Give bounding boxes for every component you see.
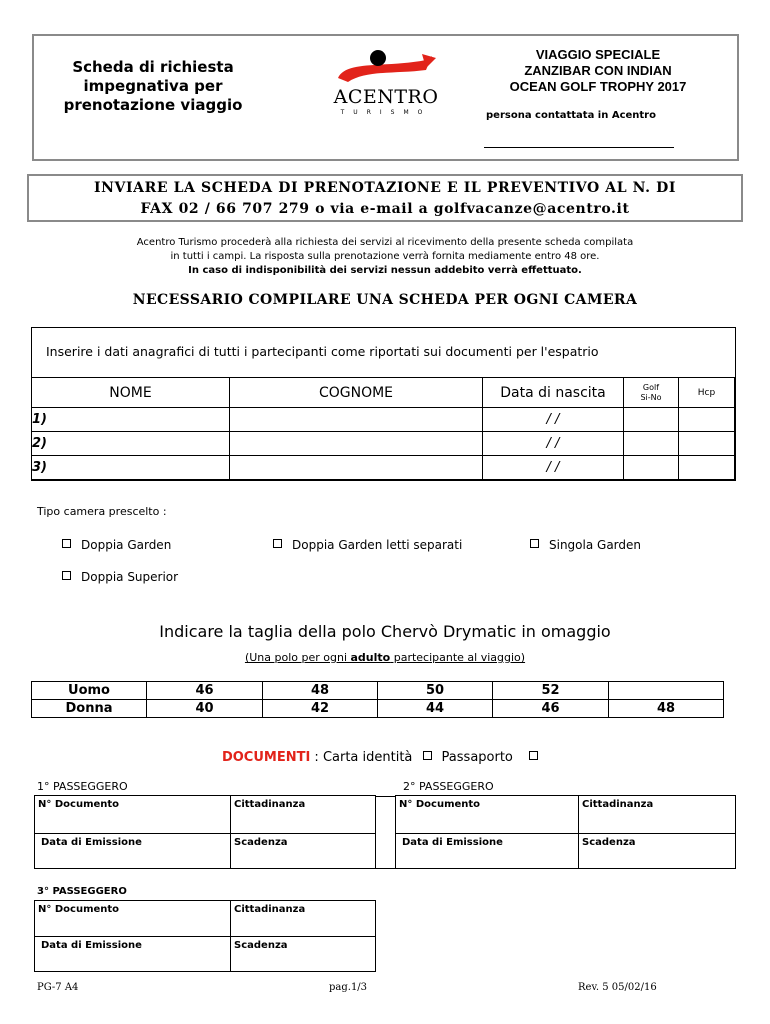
note-line: Acentro Turismo procederà alla richiesta dei servizi al ricevimento della presente scheda compilata bbox=[136, 237, 634, 248]
polo-subtitle-bold: adulto bbox=[350, 651, 391, 664]
participants-table bbox=[31, 377, 735, 480]
birth-date-cell[interactable]: / / bbox=[483, 432, 624, 456]
polo-size-table bbox=[31, 681, 724, 718]
room-option-label: Doppia Superior bbox=[81, 570, 179, 584]
contact-person-field[interactable] bbox=[484, 147, 674, 148]
header-golf-line: Si-No bbox=[640, 392, 662, 402]
processing-note bbox=[40, 236, 730, 278]
table-row bbox=[32, 700, 724, 718]
citizenship-field[interactable]: Cittadinanza bbox=[231, 796, 376, 834]
passenger-3-title: 3° PASSEGGERO bbox=[37, 886, 127, 897]
size-option[interactable]: 46 bbox=[147, 682, 263, 700]
trip-title-line: ZANZIBAR CON INDIAN bbox=[524, 63, 672, 78]
cognome-cell[interactable] bbox=[230, 408, 483, 432]
expiry-field[interactable]: Scadenza bbox=[231, 937, 376, 972]
passenger-gap bbox=[375, 796, 395, 869]
document-number-field[interactable]: N° Documento bbox=[35, 901, 231, 937]
size-option[interactable]: 46 bbox=[493, 700, 609, 718]
size-option[interactable]: 44 bbox=[378, 700, 493, 718]
expiry-field[interactable]: Scadenza bbox=[231, 834, 376, 869]
document-number-field[interactable]: N° Documento bbox=[396, 796, 579, 834]
header-cognome: COGNOME bbox=[230, 378, 483, 408]
room-option-singola-garden[interactable] bbox=[530, 538, 641, 552]
size-row-label: Uomo bbox=[32, 682, 147, 700]
passenger-1-table bbox=[34, 795, 376, 869]
form-title bbox=[46, 58, 260, 115]
citizenship-field[interactable]: Cittadinanza bbox=[231, 901, 376, 937]
note-line-bold: In caso di indisponibilità dei servizi nessun addebito verrà effettuato. bbox=[188, 265, 582, 276]
fax-instruction-box bbox=[27, 174, 743, 222]
citizenship-field[interactable]: Cittadinanza bbox=[579, 796, 736, 834]
polo-subtitle-text: partecipante al viaggio) bbox=[390, 651, 526, 664]
room-option-label: Singola Garden bbox=[549, 538, 641, 552]
footer-revision: Rev. 5 05/02/16 bbox=[578, 982, 657, 993]
checkbox-icon[interactable] bbox=[62, 539, 71, 548]
table-row bbox=[32, 682, 724, 700]
header-hcp: Hcp bbox=[679, 378, 735, 408]
issue-date-field[interactable]: Data di Emissione bbox=[396, 834, 579, 869]
size-option[interactable]: 50 bbox=[378, 682, 493, 700]
passenger-3-table bbox=[34, 900, 376, 972]
polo-subtitle-text: (Una polo per ogni bbox=[244, 651, 351, 664]
form-title-line: prenotazione viaggio bbox=[63, 96, 243, 114]
hcp-cell[interactable] bbox=[679, 456, 735, 480]
participants-instruction: Inserire i dati anagrafici di tutti i partecipanti come riportati sui documenti per l'espatrio bbox=[46, 344, 599, 359]
table-row bbox=[32, 456, 735, 480]
table-header-row bbox=[32, 378, 735, 408]
form-title-line: impegnativa per bbox=[83, 77, 223, 95]
room-option-doppia-garden-separati[interactable] bbox=[273, 538, 462, 552]
passaporto-label: Passaporto bbox=[441, 750, 513, 765]
cognome-cell[interactable] bbox=[230, 432, 483, 456]
passenger-2-table bbox=[395, 795, 736, 869]
expiry-field[interactable]: Scadenza bbox=[579, 834, 736, 869]
room-option-label: Doppia Garden bbox=[81, 538, 172, 552]
birth-date-cell[interactable]: / / bbox=[483, 456, 624, 480]
checkbox-icon[interactable] bbox=[529, 751, 538, 760]
row-number: 1) bbox=[32, 408, 230, 432]
table-row bbox=[32, 432, 735, 456]
form-title-line: Scheda di richiesta bbox=[72, 58, 234, 76]
logo-swoosh-icon bbox=[326, 46, 446, 88]
size-option[interactable] bbox=[609, 682, 724, 700]
checkbox-icon[interactable] bbox=[530, 539, 539, 548]
golf-cell[interactable] bbox=[624, 408, 679, 432]
fax-instruction-line: FAX 02 / 66 707 279 o via e-mail a golfvacanze@acentro.it bbox=[140, 201, 630, 217]
carta-identita-label: : Carta identità bbox=[310, 750, 413, 765]
size-option[interactable]: 48 bbox=[609, 700, 724, 718]
acentro-logo bbox=[326, 46, 446, 122]
hcp-cell[interactable] bbox=[679, 408, 735, 432]
header-golf bbox=[624, 378, 679, 408]
cognome-cell[interactable] bbox=[230, 456, 483, 480]
hcp-cell[interactable] bbox=[679, 432, 735, 456]
row-number: 2) bbox=[32, 432, 230, 456]
passenger-1-title: 1° PASSEGGERO bbox=[37, 780, 128, 793]
footer-page-number: pag.1/3 bbox=[329, 982, 368, 993]
trip-title-line: VIAGGIO SPECIALE bbox=[535, 47, 661, 62]
table-row bbox=[32, 408, 735, 432]
polo-subtitle bbox=[40, 651, 730, 664]
golf-cell[interactable] bbox=[624, 432, 679, 456]
size-option[interactable]: 48 bbox=[263, 682, 378, 700]
checkbox-icon[interactable] bbox=[423, 751, 432, 760]
checkbox-icon[interactable] bbox=[62, 571, 71, 580]
logo-subtitle: TURISMO bbox=[340, 109, 432, 116]
documents-line bbox=[40, 750, 730, 765]
size-row-label: Donna bbox=[32, 700, 147, 718]
size-option[interactable]: 42 bbox=[263, 700, 378, 718]
room-option-label: Doppia Garden letti separati bbox=[292, 538, 463, 552]
header-nome: NOME bbox=[32, 378, 230, 408]
fax-instruction-line: INVIARE LA SCHEDA DI PRENOTAZIONE E IL PREVENTIVO AL N. DI bbox=[94, 180, 676, 196]
documents-label: DOCUMENTI bbox=[221, 750, 311, 765]
contact-person-label: persona contattata in Acentro bbox=[486, 110, 656, 121]
header-golf-line: Golf bbox=[642, 382, 660, 392]
header-data-nascita: Data di nascita bbox=[483, 378, 624, 408]
room-option-doppia-superior[interactable] bbox=[62, 570, 178, 584]
birth-date-cell[interactable]: / / bbox=[483, 408, 624, 432]
golf-cell[interactable] bbox=[624, 456, 679, 480]
size-option[interactable]: 52 bbox=[493, 682, 609, 700]
room-option-doppia-garden[interactable] bbox=[62, 538, 171, 552]
note-line: in tutti i campi. La risposta sulla prenotazione verrà fornita mediamente entro 48 ore. bbox=[170, 251, 600, 262]
trip-title bbox=[478, 47, 718, 95]
footer-form-code: PG-7 A4 bbox=[37, 982, 79, 993]
issue-date-field[interactable]: Data di Emissione bbox=[35, 937, 231, 972]
passenger-2-title: 2° PASSEGGERO bbox=[403, 780, 494, 793]
room-type-label: Tipo camera prescelto : bbox=[37, 505, 167, 518]
size-option[interactable]: 40 bbox=[147, 700, 263, 718]
row-number: 3) bbox=[32, 456, 230, 480]
issue-date-field[interactable]: Data di Emissione bbox=[35, 834, 231, 869]
trip-title-line: OCEAN GOLF TROPHY 2017 bbox=[509, 79, 687, 94]
section-title: NECESSARIO COMPILARE UNA SCHEDA PER OGNI CAMERA bbox=[132, 292, 638, 308]
logo-wordmark: ACENTRO bbox=[333, 86, 439, 108]
polo-title: Indicare la taglia della polo Chervò Drymatic in omaggio bbox=[159, 622, 611, 641]
document-number-field[interactable]: N° Documento bbox=[35, 796, 231, 834]
checkbox-icon[interactable] bbox=[273, 539, 282, 548]
